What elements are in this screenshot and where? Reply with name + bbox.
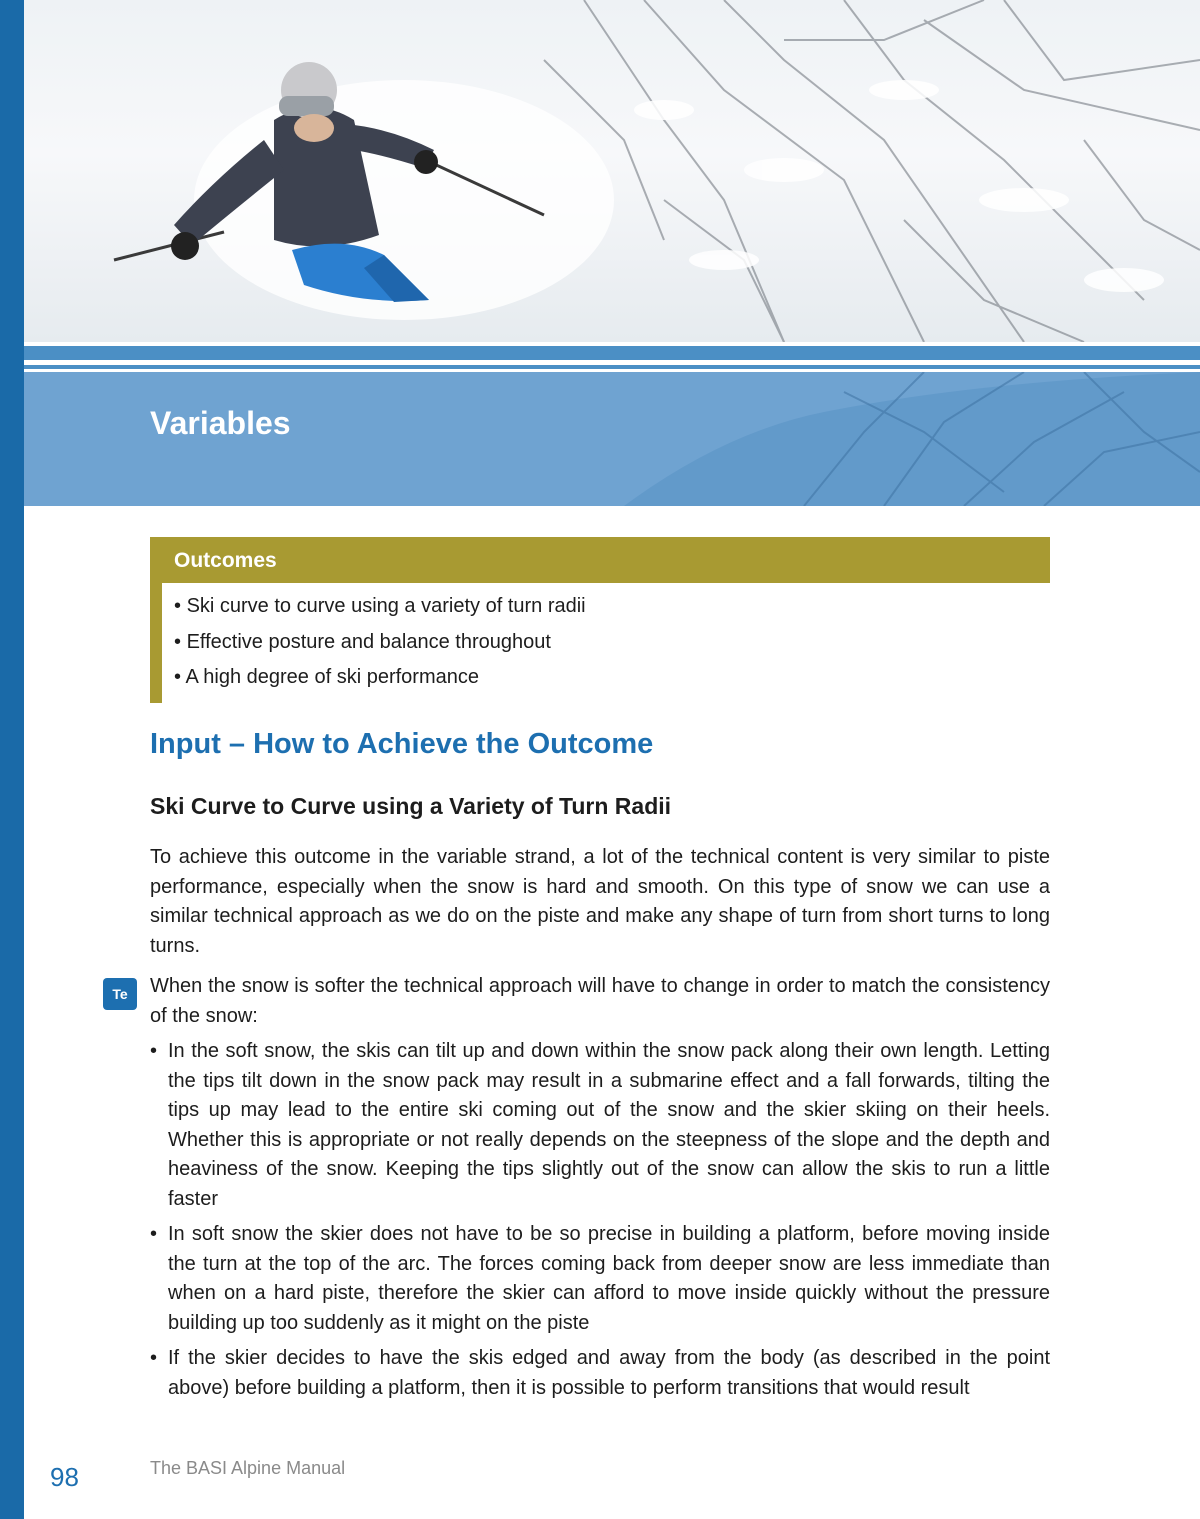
outcomes-header xyxy=(150,537,1050,583)
technical-badge: Te xyxy=(103,978,137,1010)
outcome-item: • A high degree of ski performance xyxy=(174,666,479,688)
hero-photo xyxy=(24,0,1200,342)
outcomes-heading: Outcomes xyxy=(174,549,277,572)
page-number: 98 xyxy=(50,1462,79,1492)
title-banner xyxy=(24,372,1200,506)
section-heading: Input – How to Achieve the Outcome xyxy=(150,728,654,760)
page-title: Variables xyxy=(150,405,291,441)
bullet-list xyxy=(150,1037,1050,1409)
body-paragraph: When the snow is softer the technical approach will have to change in order to match the consistency of the snow: xyxy=(150,975,1050,1027)
body-paragraph: To achieve this outcome in the variable strand, a lot of the technical content is very similar to piste performance, especially when the snow is hard and smooth. On this type of snow we can use a similar technical approach as we do on the piste and make any shape of turn from short turns to long turns. xyxy=(150,846,1050,957)
outcome-item: • Effective posture and balance throughout xyxy=(174,630,551,653)
skier-photo-illustration xyxy=(24,0,1200,342)
outcomes-side-bar xyxy=(150,583,162,703)
outcome-item: • Ski curve to curve using a variety of turn radii xyxy=(174,595,586,617)
outcomes-list xyxy=(174,590,586,697)
bullet-item: • If the skier decides to have the skis edged and away from the body (as described in the point above) before building a platform, then it is possible to perform transitions that would result xyxy=(150,1344,1050,1403)
footer-manual-title: The BASI Alpine Manual xyxy=(150,1458,346,1478)
bullet-item: • In the soft snow, the skis can tilt up and down within the snow pack along their own length. Letting the tips tilt down in the snow pack may result in a submarine effect and a fall forwards, tilting the tips up may lead to the entire ski coming out of the snow and the skier skiing on their heels. Whether this is appropriate or not really depends on the steepness of the slope and the depth and heaviness of the snow. Keeping the tips slightly out of the snow can allow the skis to run a little faster xyxy=(150,1037,1050,1214)
page-edge-bar xyxy=(0,0,24,1519)
section-subheading: Ski Curve to Curve using a Variety of Turn Radii xyxy=(150,793,672,819)
divider-line xyxy=(24,346,1200,360)
bullet-item: • In soft snow the skier does not have to be so precise in building a platform, before moving inside the turn at the top of the arc. The forces coming back from deeper snow are less immediate than when on a hard piste, therefore the skier can afford to move inside quickly without the pressure building up too suddenly as it might on the piste xyxy=(150,1220,1050,1338)
